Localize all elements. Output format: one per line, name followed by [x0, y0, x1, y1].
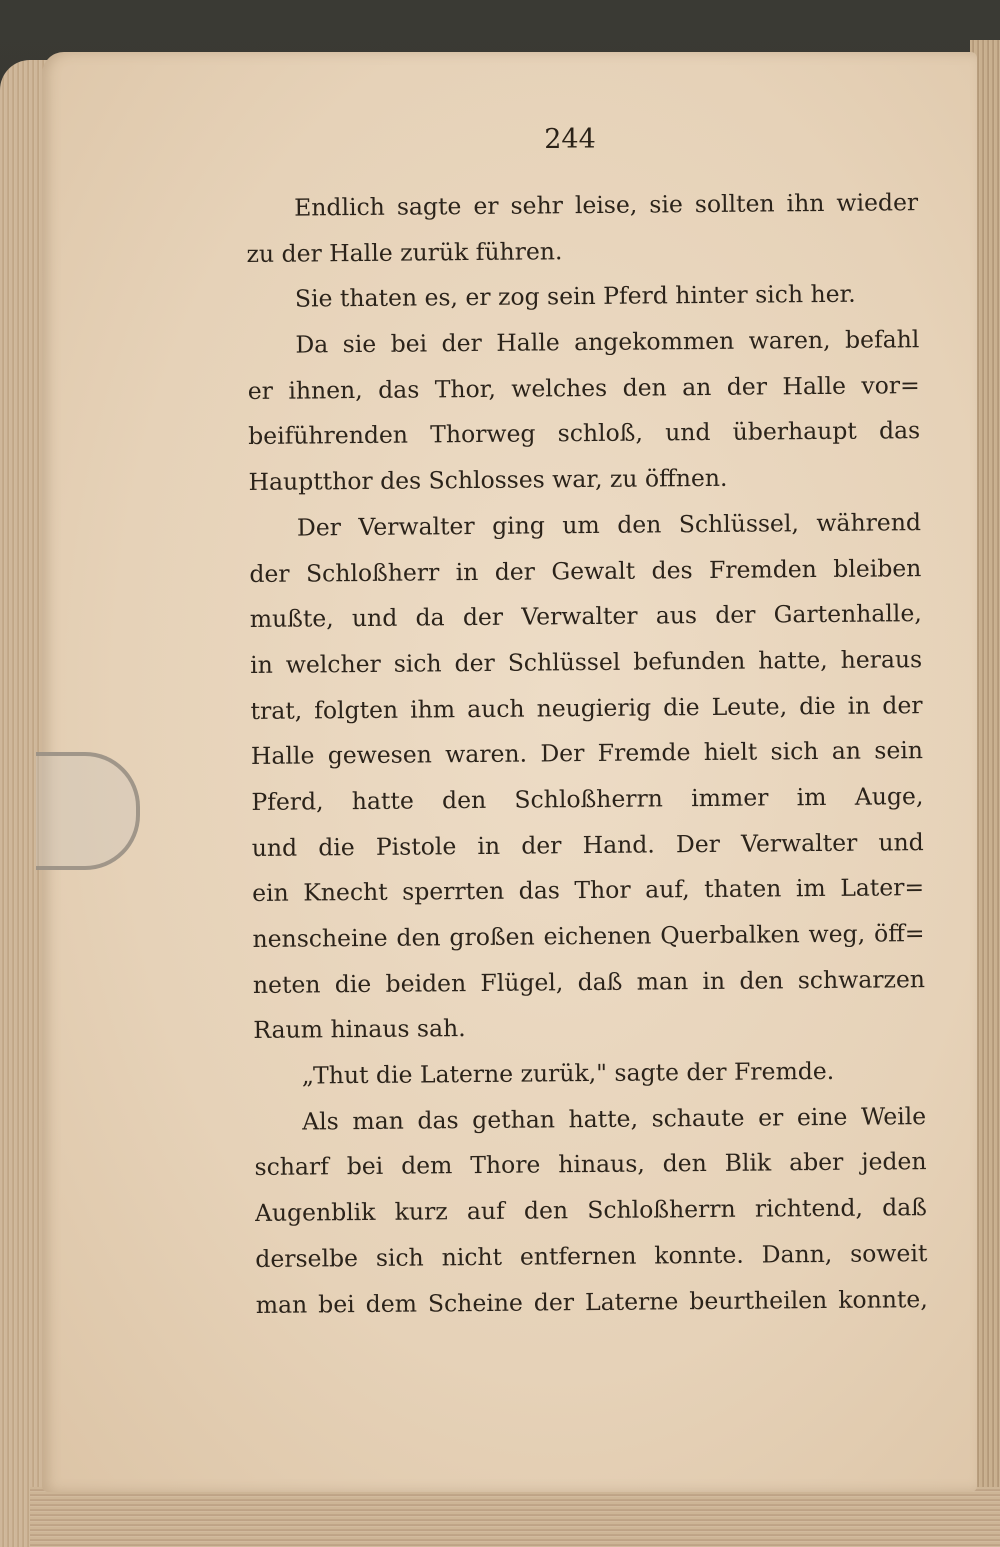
text-line: mußte, und da der Verwalter aus der Gartenhalle,: [249, 599, 922, 634]
text-line: Halle gewesen waren. Der Fremde hielt sich an sein: [250, 736, 924, 771]
page-number: 244: [544, 124, 596, 155]
text-line: zu der Halle zurük führen.: [246, 236, 563, 268]
text-line: neten die beiden Flügel, daß man in den schwarzen: [252, 964, 926, 999]
body-text: [246, 180, 928, 1328]
text-line: Endlich sagte er sehr leise, sie sollten ihn wieder: [294, 188, 919, 222]
text-line: und die Pistole in der Hand. Der Verwalter und: [251, 827, 924, 862]
text-line: der Schloßherr in der Gewalt des Fremden bleiben: [249, 553, 922, 588]
text-line: derselbe sich nicht entfernen konnte. Dann, soweit: [255, 1238, 928, 1273]
text-line: Sie thaten es, er zog sein Pferd hinter sich her.: [294, 280, 856, 313]
text-line: scharf bei dem Thore hinaus, den Blik aber jeden: [254, 1147, 927, 1182]
text-line: Der Verwalter ging um den Schlüssel, während: [296, 507, 922, 542]
text-line: Augenblik kurz auf den Schloßherrn richtend, daß: [254, 1193, 928, 1228]
text-line: „Thut die Laterne zurük," sagte der Fremde.: [301, 1056, 835, 1090]
page-clip: [36, 752, 140, 870]
text-line: trat, folgten ihm auch neugierig die Leute, die in der: [250, 690, 923, 725]
text-line: man bei dem Scheine der Laterne beurtheilen konnte,: [255, 1284, 928, 1319]
text-line: Da sie bei der Halle angekommen waren, befahl: [295, 325, 920, 359]
text-line: nenscheine den großen eichenen Querbalken weg, öff=: [252, 919, 925, 953]
text-line: er ihnen, das Thor, welches den an der Halle vor=: [247, 370, 920, 405]
text-line: in welcher sich der Schlüssel befunden hatte, heraus: [250, 644, 923, 679]
text-line: Als man das gethan hatte, schaute er eine Weile: [302, 1101, 927, 1136]
text-line: Hauptthor des Schlosses war, zu öffnen.: [248, 463, 728, 497]
text-line: ein Knecht sperrten das Thor auf, thaten im Later=: [252, 873, 925, 908]
text-line: Pferd, hatte den Schloßherrn immer im Auge,: [251, 782, 924, 816]
page-edges-bottom: [30, 1487, 1000, 1547]
text-line: beiführenden Thorweg schloß, und überhaupt das: [248, 416, 921, 451]
text-line: Raum hinaus sah.: [253, 1014, 466, 1045]
